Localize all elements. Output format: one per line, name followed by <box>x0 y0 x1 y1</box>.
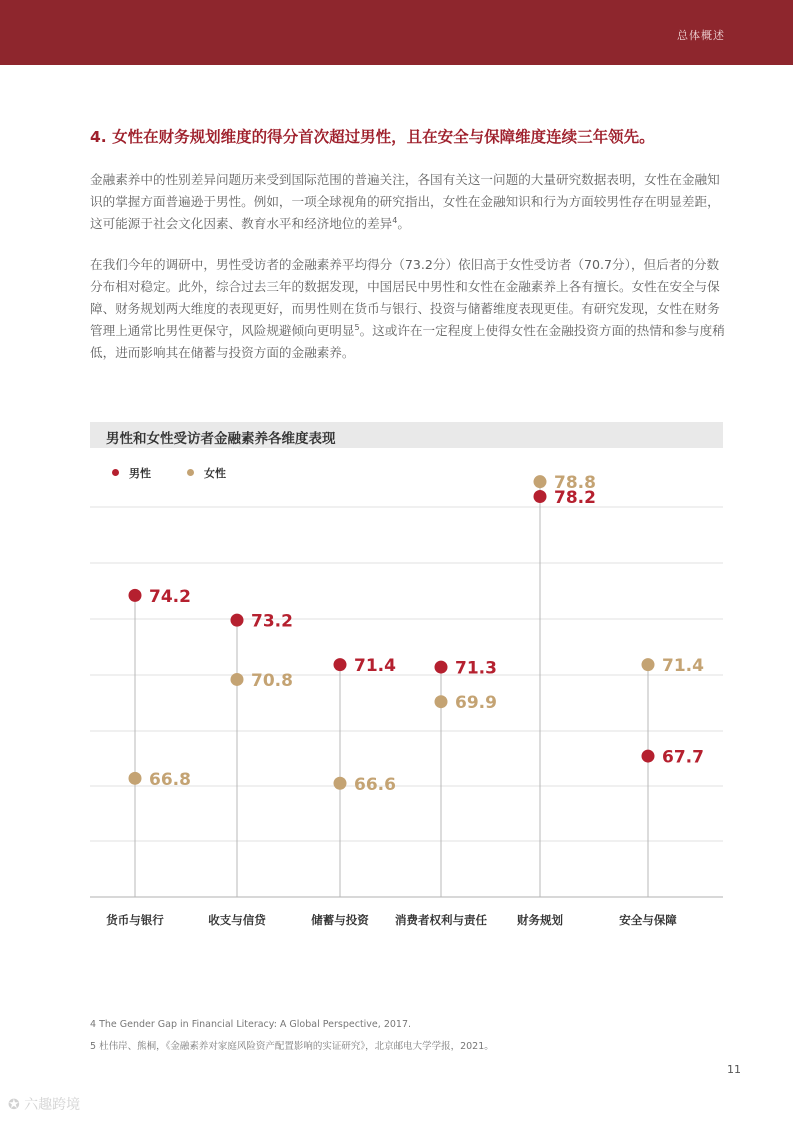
point-female-2 <box>334 777 347 790</box>
footnote-ref-4[interactable]: 4 <box>392 215 398 225</box>
x-tick-label-1: 收支与信贷 <box>208 913 266 927</box>
data-label-male-1: 73.2 <box>251 611 293 632</box>
footnote-5: 5 杜伟岸、熊桐，《金融素养对家庭风险资产配置影响的实证研究》，北京邮电大学学报，2021。 <box>90 1041 494 1052</box>
data-label-male-3: 71.3 <box>455 658 497 679</box>
footnote-ref-5[interactable]: 5 <box>354 322 360 332</box>
point-male-3 <box>435 661 448 674</box>
data-label-male-5: 67.7 <box>662 747 704 768</box>
x-tick-label-2: 储蓄与投资 <box>311 913 369 927</box>
chart-title: 男性和女性受访者金融素养各维度表现 <box>106 431 336 447</box>
x-tick-label-5: 安全与保障 <box>619 913 677 927</box>
point-female-3 <box>435 695 448 708</box>
point-female-5 <box>642 658 655 671</box>
point-female-1 <box>231 673 244 686</box>
data-label-female-4: 78.8 <box>554 473 596 494</box>
data-label-female-5: 71.4 <box>662 656 704 677</box>
legend-label-male: 男性 <box>129 467 151 480</box>
point-male-5 <box>642 750 655 763</box>
paragraph-2-text-a: 在我们今年的调研中，男性受访者的金融素养平均得分（73.2分）依旧高于女性受访者（70.7分），但后者的分数分布相对稳定。此外，综合过去三年的数据发现，中国居民中男性和女性在金融素养上各有擅长。女性在安全与保障、财务规划两大维度的表现更好，而男性则在货币与银行、投资与储蓄维度表现更佳。有研究发现，女性在财务管理上通常比男性更保守，风险规避倾向更明显 <box>90 257 720 338</box>
footnote-4: 4 The Gender Gap in Financial Literacy: A Global Perspective, 2017. <box>90 1019 412 1030</box>
point-female-4 <box>534 475 547 488</box>
paragraph-2-text-b: 。这或许在一定程度上使得女性在金融投资方面的热情和参与度稍低，进而影响其在储蓄与投资方面的金融素养。 <box>90 323 725 360</box>
watermark-logo: ✪ 六趣跨境 <box>8 1097 81 1113</box>
data-label-female-2: 66.6 <box>354 774 396 795</box>
point-male-2 <box>334 658 347 671</box>
point-male-1 <box>231 614 244 627</box>
data-label-female-0: 66.8 <box>149 769 191 790</box>
point-male-0 <box>129 589 142 602</box>
section-heading: 4. 女性在财务规划维度的得分首次超过男性，且在安全与保障维度连续三年领先。 <box>90 128 655 146</box>
data-label-male-2: 71.4 <box>354 656 396 677</box>
x-tick-label-4: 财务规划 <box>517 913 563 927</box>
point-male-4 <box>534 490 547 503</box>
data-label-female-3: 69.9 <box>455 693 497 714</box>
x-tick-label-0: 货币与银行 <box>106 913 164 927</box>
legend-label-female: 女性 <box>204 467 226 480</box>
header-section-title: 总体概述 <box>677 29 725 42</box>
paragraph-1: 金融素养中的性别差异问题历来受到国际范围的普遍关注，各国有关这一问题的大量研究数据表明，女性在金融知识的掌握方面普遍逊于男性。例如，一项全球视角的研究指出，女性在金融知识和行为方面较男性存在明显差距，这可能源于社会文化因素、教育水平和经济地位的差异$^4$。 <box>90 172 720 231</box>
data-label-female-1: 70.8 <box>251 670 293 691</box>
data-label-male-4: 78.2 <box>554 488 596 508</box>
x-tick-label-3: 消费者权利与责任 <box>395 913 487 927</box>
paragraph-1-text: 金融素养中的性别差异问题历来受到国际范围的普遍关注，各国有关这一问题的大量研究数据表明，女性在金融知识的掌握方面普遍逊于男性。例如，一项全球视角的研究指出，女性在金融知识和行为方面较男性存在明显差距，这可能源于社会文化因素、教育水平和经济地位的差异 <box>90 172 720 231</box>
page-number: 11 <box>727 1063 741 1076</box>
point-female-0 <box>129 772 142 785</box>
data-label-male-0: 74.2 <box>149 586 191 607</box>
